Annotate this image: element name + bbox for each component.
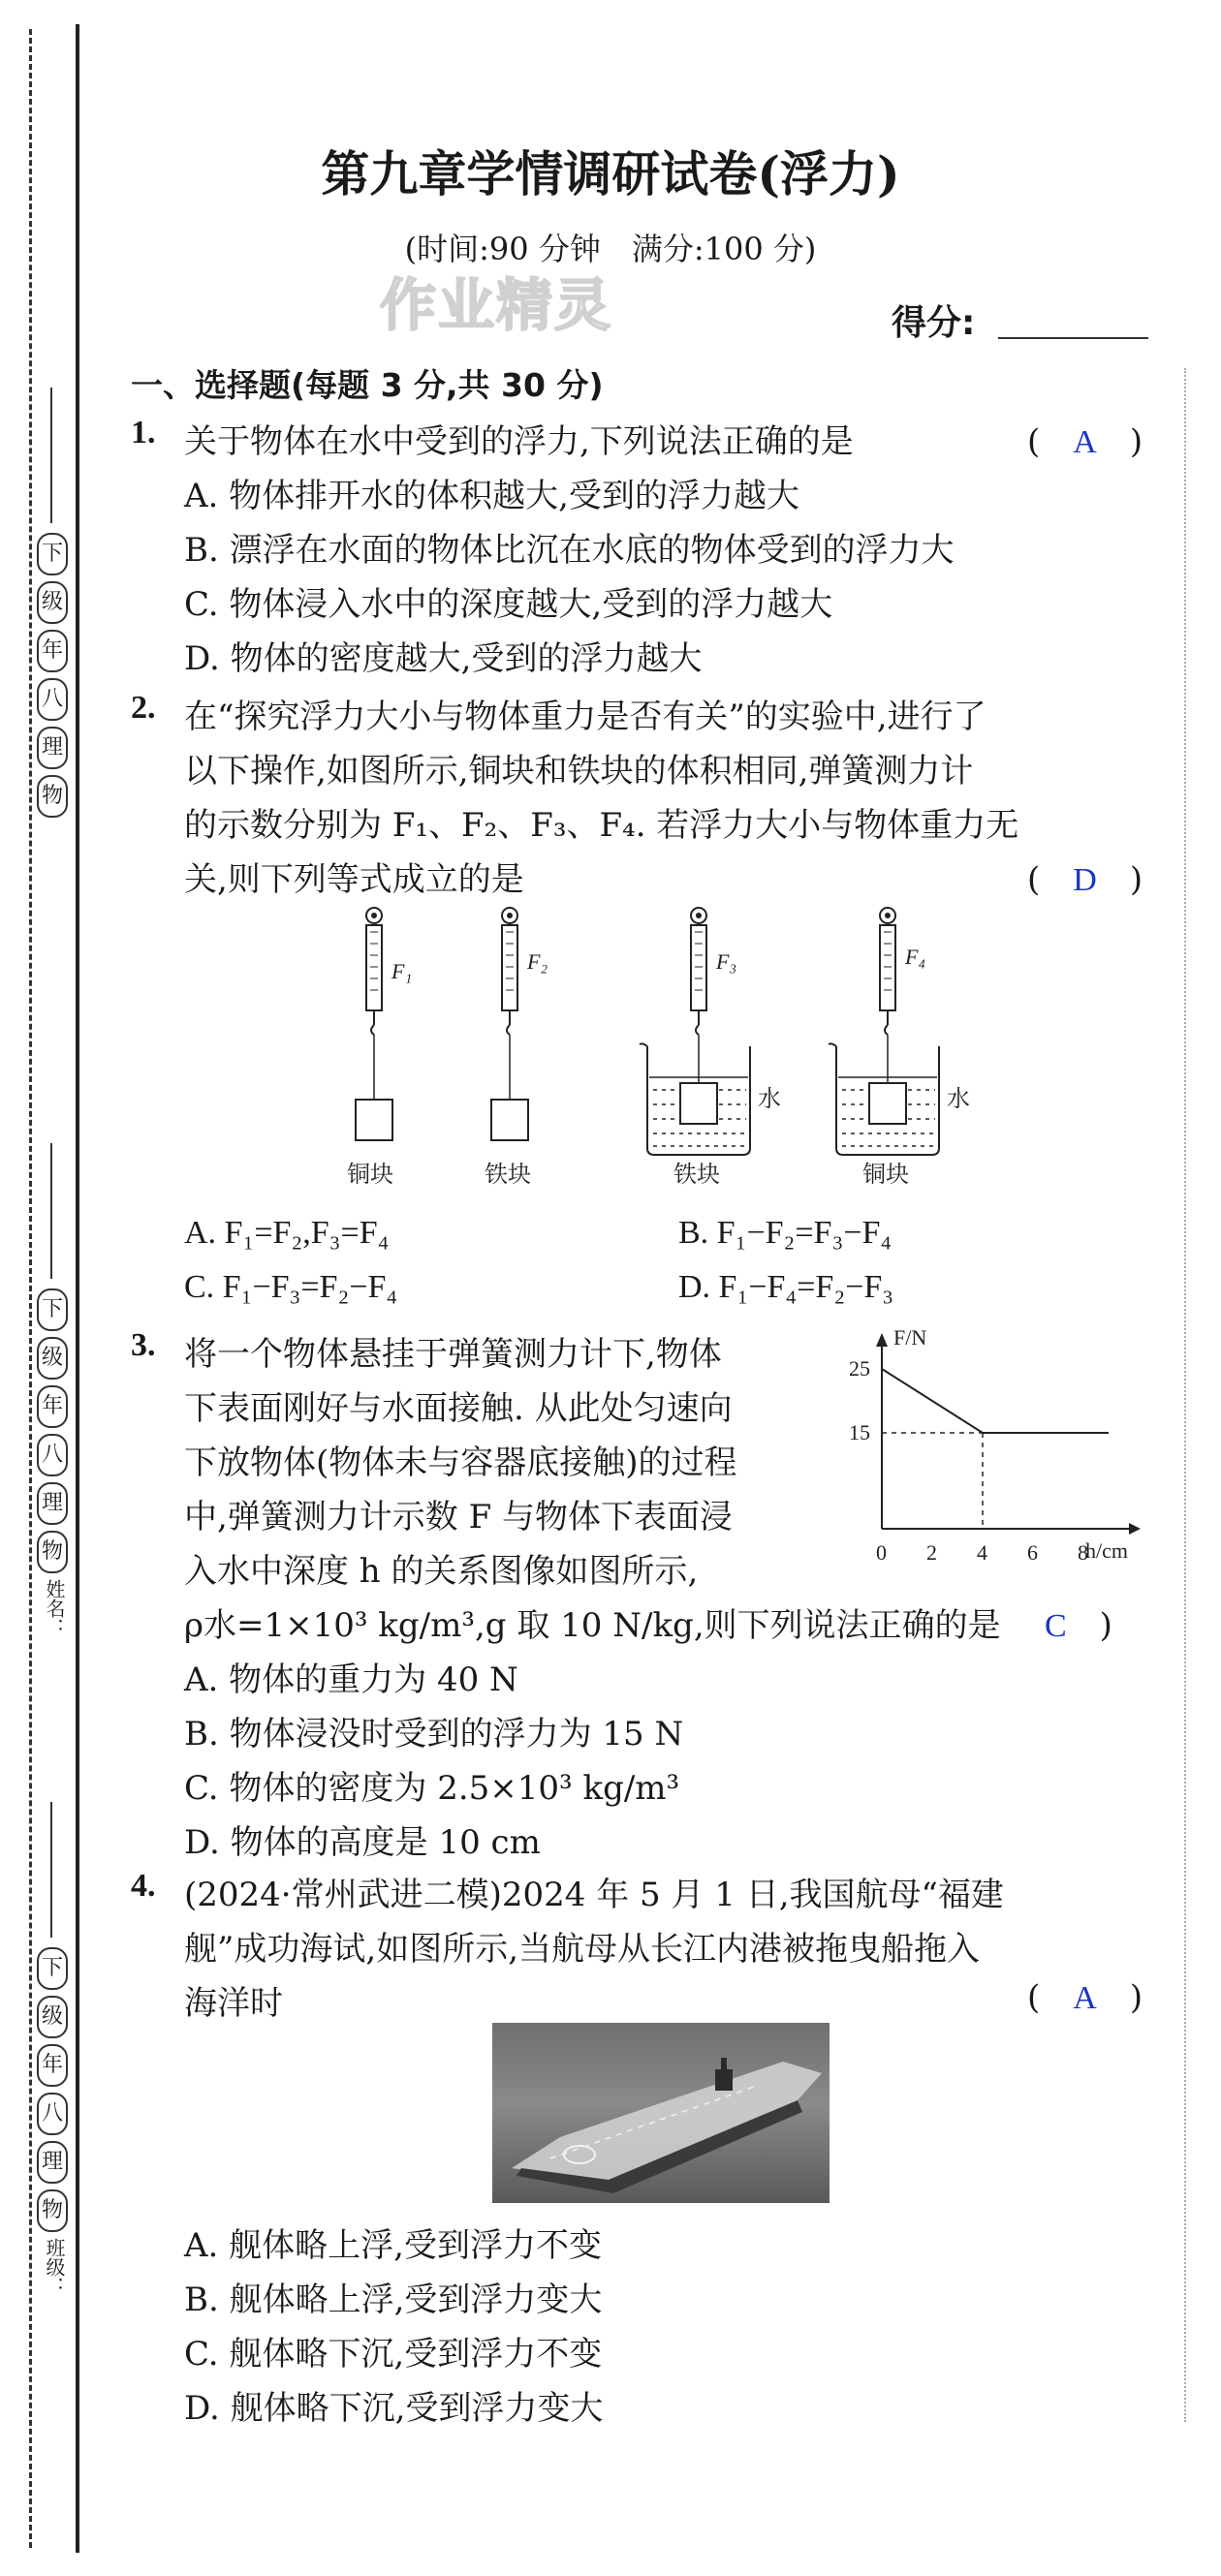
- binding-cell: 级: [37, 1337, 68, 1380]
- beaker: [829, 1043, 939, 1155]
- water-label: 水: [758, 1085, 781, 1112]
- binding-cell: 物: [37, 1531, 68, 1573]
- question-number: 1.: [131, 415, 156, 450]
- score-label: 得分:: [892, 303, 976, 343]
- binding-group-middle: [37, 1143, 68, 1645]
- binding-cell: 物: [37, 775, 68, 818]
- option-c: C. 物体浸入水中的深度越大,受到的浮力越大: [184, 585, 833, 624]
- answer-bracket: C ): [1045, 1606, 1112, 1645]
- block-label: 铁块: [673, 1161, 720, 1188]
- binding-cell: 级: [37, 581, 68, 624]
- question-stem: 海洋时: [184, 1984, 283, 2023]
- right-margin-dots: [1184, 368, 1186, 2422]
- x-tick-label: 0: [876, 1540, 887, 1565]
- binding-group-bottom: [37, 1802, 68, 2304]
- answer-bracket: ( A ): [1027, 422, 1143, 461]
- option-d: D. 物体的密度越大,受到的浮力越大: [184, 639, 703, 678]
- force-label: F₂: [527, 949, 548, 974]
- binding-cell: 下: [37, 1288, 68, 1331]
- question-number: 4.: [131, 1868, 156, 1904]
- answer-letter: A: [1073, 1980, 1097, 2016]
- question-stem: 关,则下列等式成立的是: [184, 860, 524, 899]
- spring-scale: [880, 908, 895, 1100]
- binding-cell: 理: [37, 1482, 68, 1525]
- question-stem: 舰”成功海试,如图所示,当航母从长江内港被拖曳船拖入: [184, 1930, 980, 1969]
- question-stem: (2024·常州武进二模)2024 年 5 月 1 日,我国航母“福建: [184, 1876, 1004, 1914]
- y-tick-label: 15: [849, 1420, 870, 1444]
- blank-line: [50, 388, 52, 523]
- option-c: C. F₁−F₃=F₂−F₄: [184, 1269, 398, 1305]
- option-b: B. 物体浸没时受到的浮力为 15 N: [184, 1715, 684, 1754]
- option-a: A. 物体排开水的体积越大,受到的浮力越大: [184, 477, 799, 515]
- x-tick-label: 8: [1078, 1540, 1088, 1565]
- binding-cell: 八: [37, 678, 68, 721]
- binding-cell: 级: [37, 1996, 68, 2038]
- option-a: A. 物体的重力为 40 N: [184, 1660, 518, 1699]
- cut-line: [29, 29, 32, 2548]
- question-stem: 将一个物体悬挂于弹簧测力计下,物体: [184, 1335, 722, 1374]
- blank-line: [50, 1802, 52, 1938]
- binding-cell: 年: [37, 630, 68, 672]
- spring-scale: [356, 908, 392, 1140]
- question-stem: 中,弹簧测力计示数 F 与物体下表面浸: [184, 1498, 734, 1536]
- option-c: C. 舰体略下沉,受到浮力不变: [184, 2335, 603, 2374]
- option-a: A. 舰体略上浮,受到浮力不变: [184, 2226, 602, 2265]
- x-tick-label: 2: [926, 1540, 937, 1565]
- margin-rule: [76, 24, 79, 2553]
- x-tick-label: 4: [977, 1540, 987, 1565]
- binding-group-top: [37, 388, 68, 823]
- question-stem: 以下操作,如图所示,铜块和铁块的体积相同,弹簧测力计: [184, 752, 974, 791]
- option-b: B. F₁−F₂=F₃−F₄: [678, 1215, 892, 1251]
- question-stem: 入水中深度 h 的关系图像如图所示,: [184, 1552, 699, 1591]
- answer-letter: C: [1045, 1608, 1067, 1644]
- block-label: 铜块: [862, 1161, 909, 1188]
- binding-cell: 年: [37, 1385, 68, 1428]
- spring-scale: [691, 908, 706, 1100]
- question-stem: 的示数分别为 F₁、F₂、F₃、F₄. 若浮力大小与物体重力无: [184, 806, 1019, 845]
- aircraft-carrier-photo: [492, 2023, 830, 2203]
- question-stem: 在“探究浮力大小与物体重力是否有关”的实验中,进行了: [184, 698, 986, 736]
- binding-cell: 八: [37, 2093, 68, 2135]
- question-stem: 下表面刚好与水面接触. 从此处匀速向: [184, 1389, 733, 1428]
- x-tick-label: 6: [1027, 1540, 1038, 1565]
- beaker: [640, 1043, 750, 1155]
- answer-bracket: ( D ): [1027, 860, 1143, 899]
- question-number: 3.: [131, 1327, 156, 1363]
- watermark: 作业精灵: [380, 272, 613, 338]
- water-label: 水: [947, 1085, 970, 1112]
- option-d: D. 物体的高度是 10 cm: [184, 1823, 541, 1862]
- data-line: [882, 1369, 1109, 1433]
- binding-cell: 八: [37, 1434, 68, 1476]
- option-d: D. 舰体略下沉,受到浮力变大: [184, 2389, 604, 2428]
- binding-cell: 物: [37, 2189, 68, 2232]
- aircraft-carrier-image: [492, 2023, 830, 2203]
- binding-cell: 下: [37, 1947, 68, 1990]
- block-label: 铜块: [347, 1161, 393, 1188]
- answer-letter: D: [1073, 862, 1097, 898]
- question-number: 2.: [131, 690, 156, 726]
- option-a: A. F₁=F₂,F₃=F₄: [184, 1215, 390, 1251]
- block-label: 铁块: [485, 1161, 531, 1188]
- binding-cell: 年: [37, 2044, 68, 2087]
- answer-bracket: ( A ): [1027, 1978, 1143, 2017]
- y-tick-label: 25: [849, 1356, 870, 1381]
- question-stem: 关于物体在水中受到的浮力,下列说法正确的是: [184, 422, 854, 461]
- option-b: B. 舰体略上浮,受到浮力变大: [184, 2281, 603, 2319]
- binding-cell: 理: [37, 727, 68, 769]
- option-c: C. 物体的密度为 2.5×10³ kg/m³: [184, 1769, 680, 1808]
- force-label: F₄: [905, 945, 926, 969]
- spring-scale: [491, 908, 528, 1140]
- option-d: D. F₁−F₄=F₂−F₃: [678, 1269, 894, 1305]
- blank-line: [50, 1143, 52, 1279]
- class-label: 班级：: [43, 2238, 66, 2296]
- score-blank[interactable]: [998, 337, 1148, 339]
- option-b: B. 漂浮在水面的物体比沉在水底的物体受到的浮力大: [184, 531, 955, 570]
- y-axis-arrow: [876, 1333, 888, 1347]
- binding-cell: 下: [37, 533, 68, 575]
- name-label: 姓名：: [43, 1579, 66, 1637]
- x-axis-label: h/cm: [1085, 1538, 1128, 1563]
- page-title: 第九章学情调研试卷(浮力): [321, 145, 900, 202]
- force-label: F₃: [716, 949, 737, 974]
- force-label: F₁: [391, 959, 413, 983]
- x-axis-arrow: [1129, 1523, 1141, 1535]
- exam-time: (时间:90 分钟 满分:100 分): [404, 231, 817, 267]
- question-stem: 下放物体(物体未与容器底接触)的过程: [184, 1443, 737, 1482]
- binding-cell: 理: [37, 2141, 68, 2184]
- answer-letter: A: [1073, 424, 1097, 460]
- binding-margin: [0, 0, 87, 2576]
- question-stem: ρ水=1×10³ kg/m³,g 取 10 N/kg,则下列说法正确的是: [184, 1606, 1001, 1645]
- spring-scale-figure: [320, 901, 1056, 1211]
- section-heading: 一、选择题(每题 3 分,共 30 分): [131, 366, 604, 404]
- y-axis-label: F/N: [893, 1325, 927, 1350]
- force-depth-graph: [843, 1325, 1153, 1577]
